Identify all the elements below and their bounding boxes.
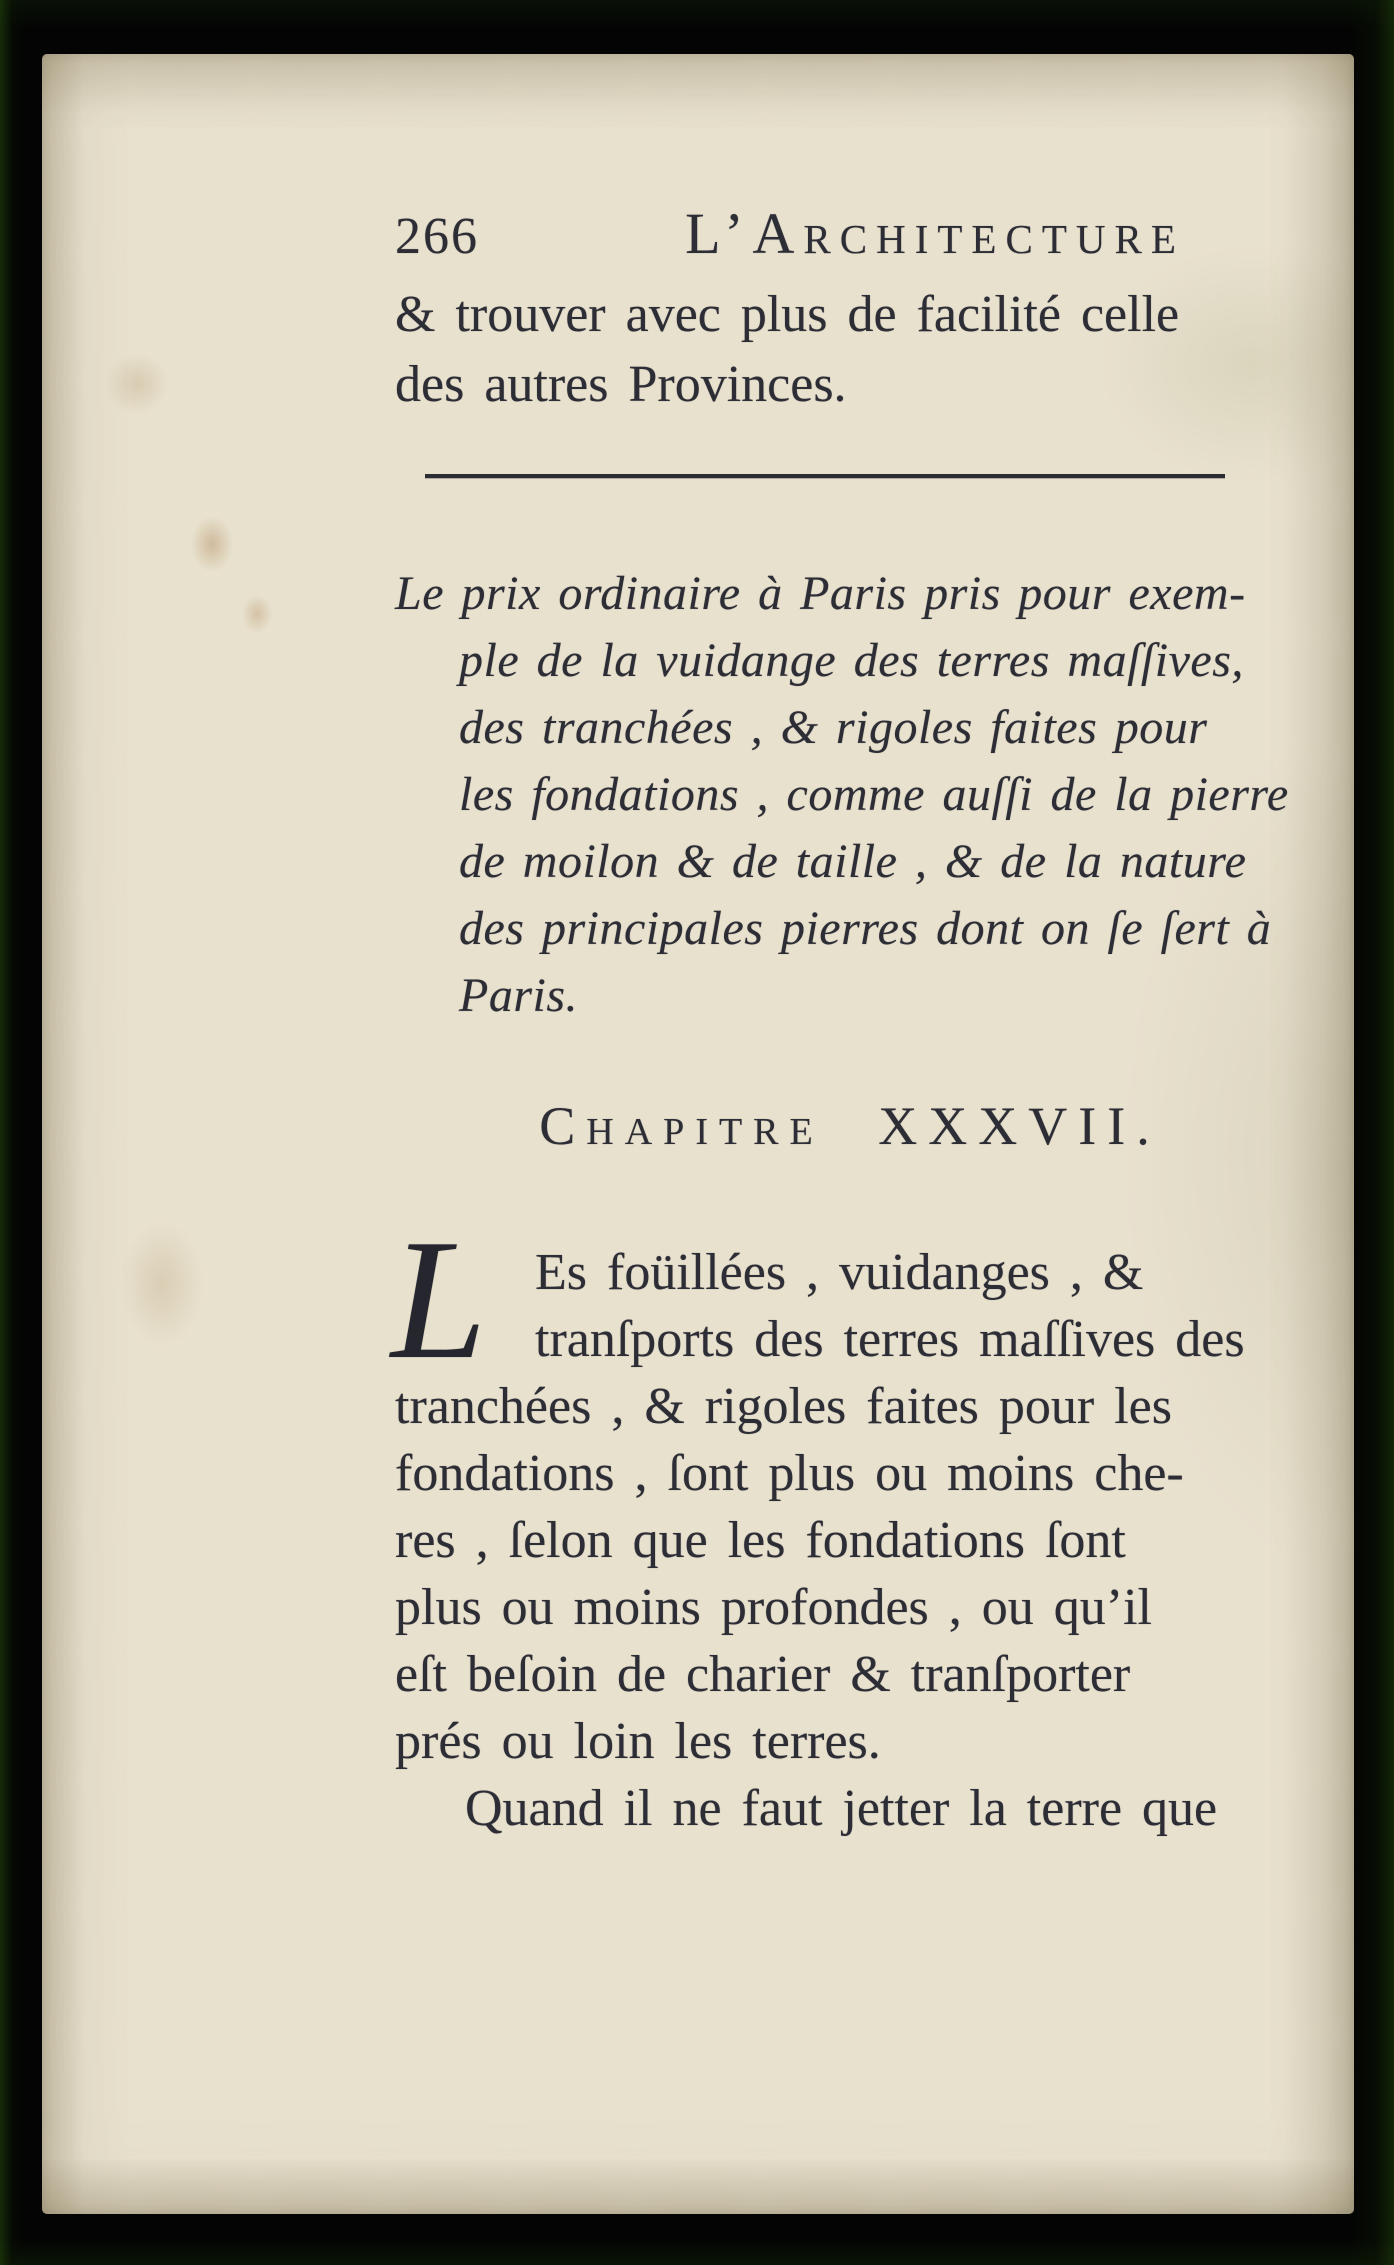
text-line: ple de la vuidange des terres maſſives, xyxy=(459,634,1244,687)
text-line: res , ſelon que les fondations ſont xyxy=(395,1512,1126,1569)
text-line: des principales pierres dont on ſe ſert à xyxy=(459,902,1272,955)
book-page xyxy=(42,54,1354,2214)
text-line: Paris. xyxy=(459,969,579,1022)
intro-paragraph xyxy=(395,280,1305,420)
chapter-summary xyxy=(395,560,1305,1029)
drop-cap: L xyxy=(391,1205,487,1395)
text-line: des autres Provinces. xyxy=(395,356,847,413)
text-line: des tranchées , & rigoles faites pour xyxy=(459,701,1208,754)
text-line: de moilon & de taille , & de la nature xyxy=(459,835,1247,888)
text-line: & trouver avec plus de facilité celle xyxy=(395,286,1180,343)
text-line: tranſports des terres maſſives des xyxy=(535,1311,1245,1368)
text-line: Es foüillées , vuidanges , & xyxy=(535,1244,1144,1301)
paragraph xyxy=(395,1775,1305,1842)
page-number: 266 xyxy=(395,208,479,265)
section-divider xyxy=(425,474,1225,478)
paragraph xyxy=(391,1205,1305,1775)
text-line: Le prix ordinaire à Paris pris pour exem- xyxy=(395,567,1246,620)
text-line: fondations , ſont plus ou moins che- xyxy=(395,1445,1184,1502)
text-line: tranchées , & rigoles faites pour les xyxy=(395,1378,1172,1435)
chapter-heading: Chapitre XXXVII. xyxy=(539,1096,1161,1156)
running-header xyxy=(395,200,1305,272)
body-text xyxy=(391,1205,1305,1842)
page-content xyxy=(391,200,1305,1842)
text-line: les fondations , comme auſſi de la pierre xyxy=(459,768,1289,821)
text-line: plus ou moins profondes , ou qu’il xyxy=(395,1579,1152,1636)
text-line: Quand il ne faut jetter la terre que xyxy=(465,1780,1218,1837)
running-title: L’Architecture xyxy=(685,201,1185,266)
text-line: eſt beſoin de charier & tranſporter xyxy=(395,1646,1131,1703)
text-line: prés ou loin les terres. xyxy=(395,1713,881,1770)
